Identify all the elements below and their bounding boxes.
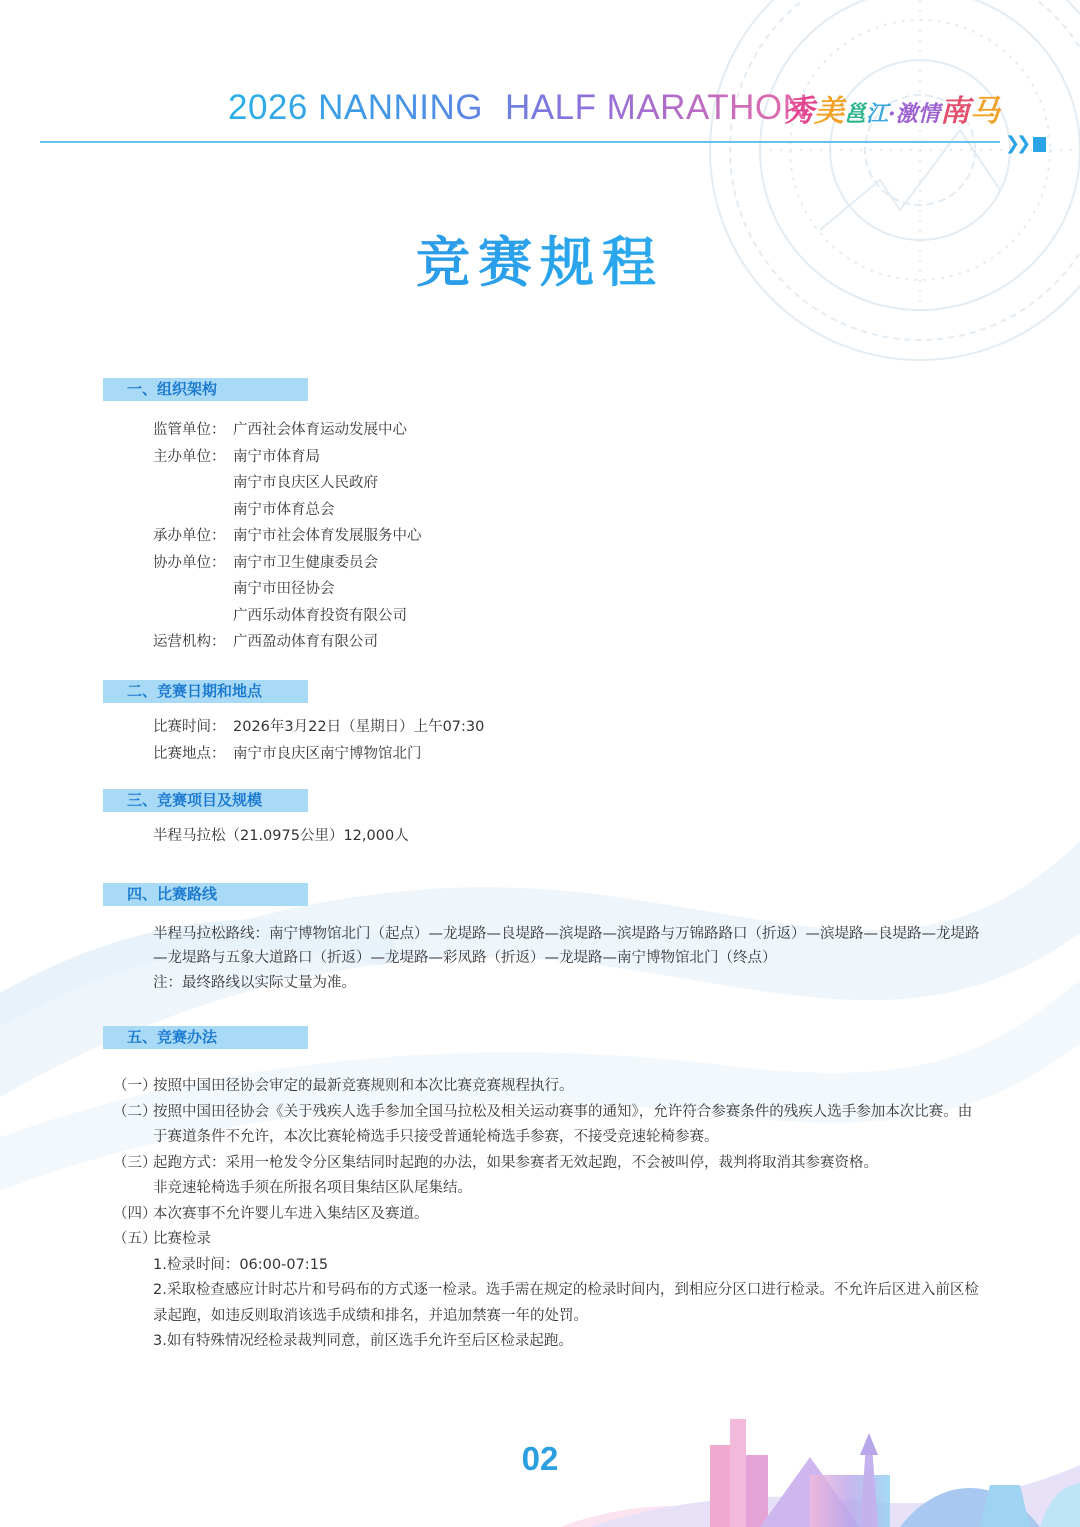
header-divider <box>40 141 1000 143</box>
org-key: 承办单位： <box>153 528 226 544</box>
rule-text: 按照中国田径协会《关于残疾人选手参加全国马拉松及相关运动赛事的通知》，允许符合参赛条件的残疾人选手参加本次比赛。由于赛道条件不允许，本次比赛轮椅选手只接受普通轮椅选手参赛，不接受竞速轮椅参赛。 <box>153 1103 973 1145</box>
section-heading-route: 四、比赛路线 <box>103 883 308 906</box>
date-row <box>153 741 484 768</box>
date-key: 比赛时间： <box>153 719 226 735</box>
org-value: 广西盈动体育有限公司 <box>233 634 378 650</box>
city-skyline-illustration <box>560 1405 1080 1527</box>
page-number: 02 <box>521 1440 559 1477</box>
org-value: 南宁市体育总会 <box>233 501 335 518</box>
date-list <box>153 714 484 767</box>
org-key <box>153 576 233 603</box>
route-text: 半程马拉松路线：南宁博物馆北门（起点）—龙堤路—良堤路—滨堤路—滨堤路与万锦路路口（折返）—滨堤路—良堤路—龙堤路—龙堤路与五象大道路口（折返）—龙堤路—彩凤路（折返）—龙堤路—南宁博物馆北门（终点） <box>153 926 980 966</box>
org-key: 主办单位： <box>153 448 226 465</box>
org-list <box>153 417 422 656</box>
slogan-logo <box>784 86 1000 130</box>
header-title <box>228 88 808 128</box>
rule-number: （一） <box>113 1078 157 1094</box>
org-row <box>153 576 422 603</box>
org-row <box>153 629 422 656</box>
org-row <box>153 550 422 577</box>
org-row <box>153 444 422 471</box>
rule-text: 本次赛事不允许婴儿车进入集结区及赛道。 <box>153 1205 429 1222</box>
org-key <box>153 470 233 497</box>
rule-sub-item: 3.如有特殊情况经检录裁判同意，前区选手允许至后区检录起跑。 <box>153 1333 573 1349</box>
rule-text: 起跑方式：采用一枪发令分区集结同时起跑的办法，如果参赛者无效起跑，不会被叫停，裁判将取消其参赛资格。 <box>153 1154 878 1171</box>
org-value: 广西社会体育运动发展中心 <box>233 422 407 438</box>
section-heading-date: 二、竞赛日期和地点 <box>103 680 308 703</box>
date-value: 2026年3月22日（星期日）上午07:30 <box>233 719 485 735</box>
org-key <box>153 603 233 630</box>
org-row <box>153 417 422 444</box>
slogan-char: 美 <box>814 94 844 129</box>
header-title-event: HALF MARATHON <box>504 88 809 127</box>
route-note: 注：最终路线以实际丈量为准。 <box>153 975 356 991</box>
org-row <box>153 603 422 630</box>
rule-text: 非竞速轮椅选手须在所报名项目集结区队尾集结。 <box>153 1180 472 1196</box>
org-value: 南宁市田径协会 <box>233 581 335 597</box>
slogan-char: ·激情 <box>888 101 940 127</box>
rule-text: 比赛检录 <box>153 1231 211 1247</box>
org-key: 协办单位： <box>153 554 226 571</box>
slogan-char: 邕 <box>844 101 867 127</box>
date-row <box>153 714 484 741</box>
date-key: 比赛地点： <box>153 745 226 762</box>
org-key: 监管单位： <box>153 422 226 438</box>
org-key: 运营机构： <box>153 634 226 650</box>
section-heading-events: 三、竞赛项目及规模 <box>103 789 308 812</box>
rule-item <box>113 1202 983 1228</box>
org-value: 南宁市良庆区人民政府 <box>233 475 378 491</box>
rule-sub-item: 2.采取检查感应计时芯片和号码布的方式逐一检录。选手需在规定的检录时间内，到相应分区口进行检录。不允许后区进入前区检录起跑，如违反则取消该选手成绩和排名，并追加禁赛一年的处罚。 <box>153 1282 979 1324</box>
org-row <box>153 523 422 550</box>
org-value: 南宁市社会体育发展服务中心 <box>233 528 422 544</box>
rule-number: （二） <box>113 1103 157 1120</box>
double-chevron-icon: ❯❯ <box>1005 133 1046 154</box>
slogan-char: 南 <box>939 94 970 129</box>
org-key <box>153 497 233 524</box>
rule-item <box>113 1176 983 1202</box>
rule-number: （三） <box>113 1154 157 1171</box>
rule-text: 按照中国田径协会审定的最新竞赛规则和本次比赛竞赛规程执行。 <box>153 1078 574 1094</box>
rule-item <box>113 1074 983 1100</box>
slogan-char: 秀 <box>784 94 814 129</box>
header-title-year: 2026 NANNING <box>228 88 483 127</box>
section-heading-org: 一、组织架构 <box>103 378 308 401</box>
rule-item <box>113 1151 983 1177</box>
background-emblem <box>700 0 1080 370</box>
date-value: 南宁市良庆区南宁博物馆北门 <box>233 745 422 762</box>
slogan-char: 马 <box>969 94 1000 129</box>
org-value: 广西乐动体育投资有限公司 <box>233 607 407 624</box>
rule-number: （五） <box>113 1231 157 1247</box>
rule-number <box>113 1176 153 1202</box>
org-value: 南宁市卫生健康委员会 <box>233 554 378 571</box>
slogan-char: 江 <box>866 101 889 127</box>
rule-item <box>113 1100 983 1151</box>
page-title: 竞赛规程 <box>0 220 1080 297</box>
section-heading-rules: 五、竞赛办法 <box>103 1026 308 1049</box>
org-row <box>153 497 422 524</box>
rule-item <box>113 1227 983 1253</box>
org-row <box>153 470 422 497</box>
events-text: 半程马拉松（21.0975公里）12,000人 <box>153 828 409 844</box>
rules-list <box>113 1074 983 1355</box>
rule-sub-item: 1.检录时间：06:00-07:15 <box>153 1256 329 1273</box>
rule-number: （四） <box>113 1205 157 1222</box>
org-value: 南宁市体育局 <box>233 448 320 465</box>
